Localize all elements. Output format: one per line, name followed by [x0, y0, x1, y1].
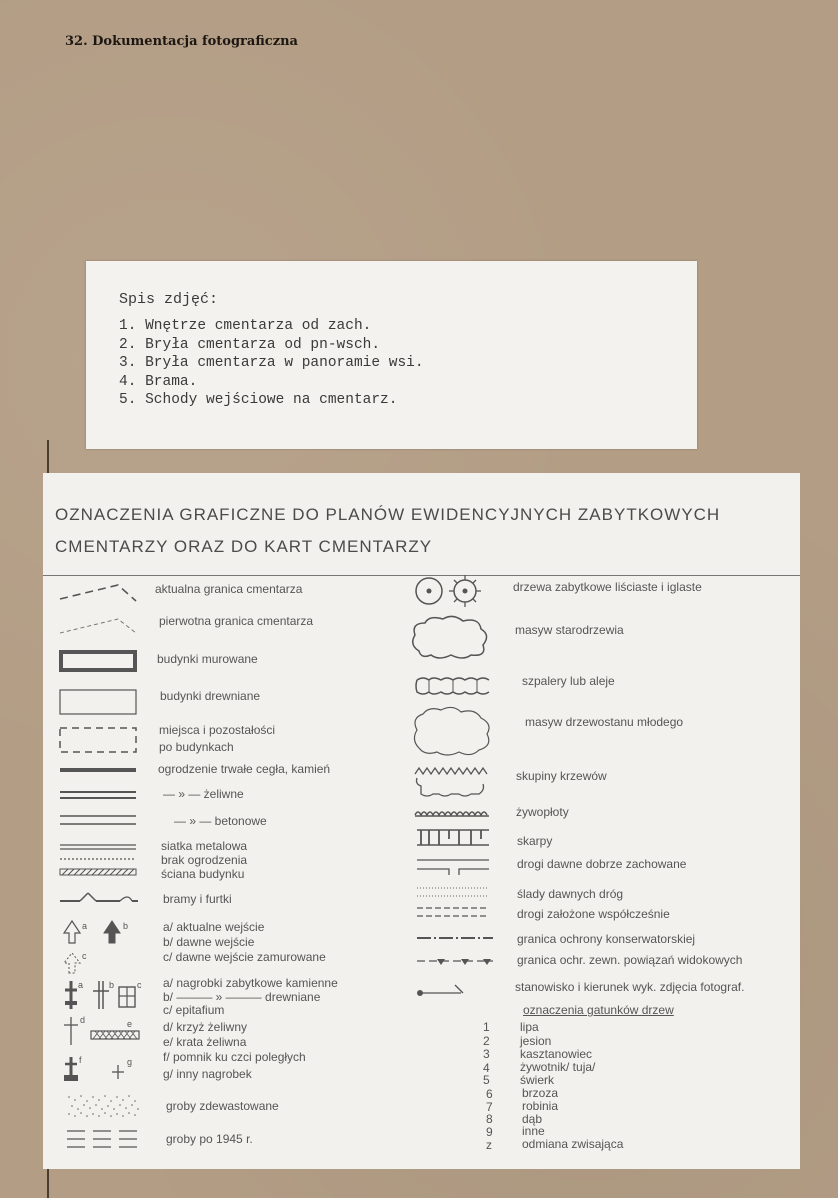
- species-code: 5: [483, 1073, 490, 1087]
- legend-label: brak ogrodzenia: [161, 853, 248, 867]
- legend-sheet: [43, 473, 800, 1169]
- photo-list-item: 2. Bryła cmentarza od pn-wsch.: [119, 336, 381, 353]
- shrub-groups-icon: [413, 764, 489, 802]
- photo-list: [119, 317, 424, 410]
- legend-label: — » — betonowe: [174, 814, 267, 828]
- tree-rows-icon: [413, 674, 493, 698]
- modern-roads-icon: [415, 905, 491, 919]
- legend-label: aktualna granica cmentarza: [155, 582, 303, 596]
- young-forest-mass-icon: [411, 706, 493, 758]
- legend-label: c/ dawne wejście zamurowane: [163, 950, 326, 964]
- photo-list-item: 1. Wnętrze cmentarza od zach.: [119, 318, 372, 334]
- legend-label: d/ krzyż żeliwny: [163, 1020, 248, 1034]
- devastated-graves-icon: [65, 1093, 141, 1119]
- svg-text:b: b: [109, 980, 115, 990]
- photo-list-card: [86, 261, 697, 449]
- legend-label: pierwotna granica cmentarza: [159, 614, 314, 628]
- legend-label: skarpy: [517, 834, 553, 848]
- photo-list-item: 5. Schody wejściowe na cmentarz.: [119, 392, 398, 408]
- dashed-boundary-original-icon: [58, 613, 138, 637]
- species-name: kasztanowiec: [520, 1047, 593, 1061]
- permanent-fence-icon: [58, 765, 138, 775]
- entrance-arrows-icon: [61, 919, 141, 979]
- section-heading: 32. Dokumentacja fotograficzna: [65, 34, 298, 49]
- view-boundary-icon: [415, 955, 495, 969]
- species-code: 6: [486, 1087, 493, 1101]
- species-name: świerk: [520, 1073, 555, 1087]
- species-heading: oznaczenia gatunków drzew: [523, 1003, 674, 1017]
- old-roads-icon: [415, 857, 491, 877]
- species-code: z: [486, 1138, 492, 1152]
- legend-label: budynki drewniane: [160, 689, 261, 703]
- hedges-icon: [413, 807, 491, 819]
- cast-iron-fence-icon: [58, 789, 138, 801]
- species-name: lipa: [520, 1020, 539, 1034]
- photo-list-title: Spis zdjęć:: [119, 291, 219, 308]
- dashed-boundary-current-icon: [58, 579, 138, 603]
- monument-icon: [61, 1053, 151, 1087]
- legend-label: żywopłoty: [516, 805, 569, 819]
- species-name: żywotnik/ tuja/: [520, 1060, 596, 1074]
- legend-title-line2: CMENTARZY ORAZ DO KART CMENTARZY: [55, 537, 433, 556]
- legend-label: bramy i furtki: [163, 892, 232, 906]
- svg-text:d: d: [80, 1015, 86, 1025]
- photo-position-icon: [415, 981, 495, 1001]
- legend-label: a/ nagrobki zabytkowe kamienne: [163, 976, 338, 990]
- building-remains-icon: [58, 725, 138, 755]
- road-traces-icon: [415, 885, 491, 899]
- legend-label: b/ dawne wejście: [163, 935, 255, 949]
- legend-label: f/ pomnik ku czci poległych: [163, 1050, 306, 1064]
- brick-building-icon: [58, 649, 138, 673]
- species-code: 2: [483, 1034, 490, 1048]
- legend-label: siatka metalowa: [161, 839, 248, 853]
- historic-tombs-icon: [61, 979, 151, 1011]
- legend-label: b/ ——— » ——— drewniane: [163, 990, 321, 1004]
- species-code: 7: [486, 1100, 493, 1114]
- legend-label: skupiny krzewów: [516, 769, 607, 783]
- species-code: 4: [483, 1061, 490, 1075]
- photo-list-item: 4. Brama.: [119, 373, 198, 390]
- legend-label: budynki murowane: [157, 652, 258, 666]
- species-name: odmiana zwisająca: [522, 1137, 624, 1151]
- legend-label: drzewa zabytkowe liściaste i iglaste: [513, 580, 702, 594]
- species-name: inne: [522, 1124, 545, 1138]
- legend-label: masyw starodrzewia: [515, 623, 624, 637]
- legend-label: ślady dawnych dróg: [517, 887, 624, 901]
- species-name: brzoza: [522, 1086, 559, 1100]
- iron-cross-icon: [61, 1013, 151, 1047]
- species-name: robinia: [522, 1099, 559, 1113]
- species-name: dąb: [522, 1112, 543, 1126]
- post-1945-graves-icon: [65, 1127, 141, 1155]
- species-code: 9: [486, 1125, 493, 1139]
- legend-label: miejsca i pozostałości: [159, 723, 276, 737]
- slopes-icon: [415, 827, 491, 849]
- legend-label: a/ aktualne wejście: [163, 920, 265, 934]
- species-code: 1: [483, 1020, 490, 1034]
- legend-label: po budynkach: [159, 740, 234, 754]
- legend-label: — » — żeliwne: [163, 787, 244, 801]
- old-forest-mass-icon: [409, 615, 491, 661]
- svg-text:g: g: [127, 1057, 133, 1067]
- legend-label: ogrodzenie trwałe cegła, kamień: [158, 762, 331, 776]
- legend-label: groby zdewastowane: [166, 1099, 279, 1113]
- species-name: jesion: [520, 1034, 552, 1048]
- historic-trees-icon: [413, 573, 493, 609]
- legend-label: stanowisko i kierunek wyk. zdjęcia fotograf.: [515, 980, 745, 994]
- wooden-building-icon: [58, 688, 138, 716]
- legend-label: drogi założone współcześnie: [517, 907, 670, 921]
- svg-text:f: f: [79, 1055, 82, 1065]
- legend-label: granica ochr. zewn. powiązań widokowych: [517, 953, 743, 967]
- conservation-boundary-icon: [415, 933, 495, 943]
- svg-text:c: c: [82, 951, 87, 961]
- species-code: 3: [483, 1047, 490, 1061]
- legend-label: c/ epitafium: [163, 1003, 225, 1017]
- svg-text:e: e: [127, 1019, 133, 1029]
- metal-mesh-icon: [58, 841, 138, 879]
- svg-text:b: b: [123, 921, 129, 931]
- legend-label: szpalery lub aleje: [522, 674, 615, 688]
- legend-label: e/ krata żeliwna: [163, 1035, 247, 1049]
- legend-label: drogi dawne dobrze zachowane: [517, 857, 687, 871]
- legend-label: granica ochrony konserwatorskiej: [517, 932, 696, 946]
- legend-label: masyw drzewostanu młodego: [525, 715, 684, 729]
- legend-label: g/ inny nagrobek: [163, 1067, 252, 1081]
- legend-title-line1: OZNACZENIA GRAFICZNE DO PLANÓW EWIDENCYJNYCH ZABYTKOWYCH: [55, 505, 721, 524]
- svg-text:c: c: [137, 980, 142, 990]
- gates-icon: [58, 889, 138, 907]
- concrete-fence-icon: [58, 813, 138, 827]
- photo-list-item: 3. Bryła cmentarza w panoramie wsi.: [119, 355, 424, 371]
- svg-text:a: a: [78, 980, 84, 990]
- legend-label: groby po 1945 r.: [166, 1132, 253, 1146]
- legend-label: ściana budynku: [161, 867, 245, 881]
- svg-text:a: a: [82, 921, 88, 931]
- species-code: 8: [486, 1112, 493, 1126]
